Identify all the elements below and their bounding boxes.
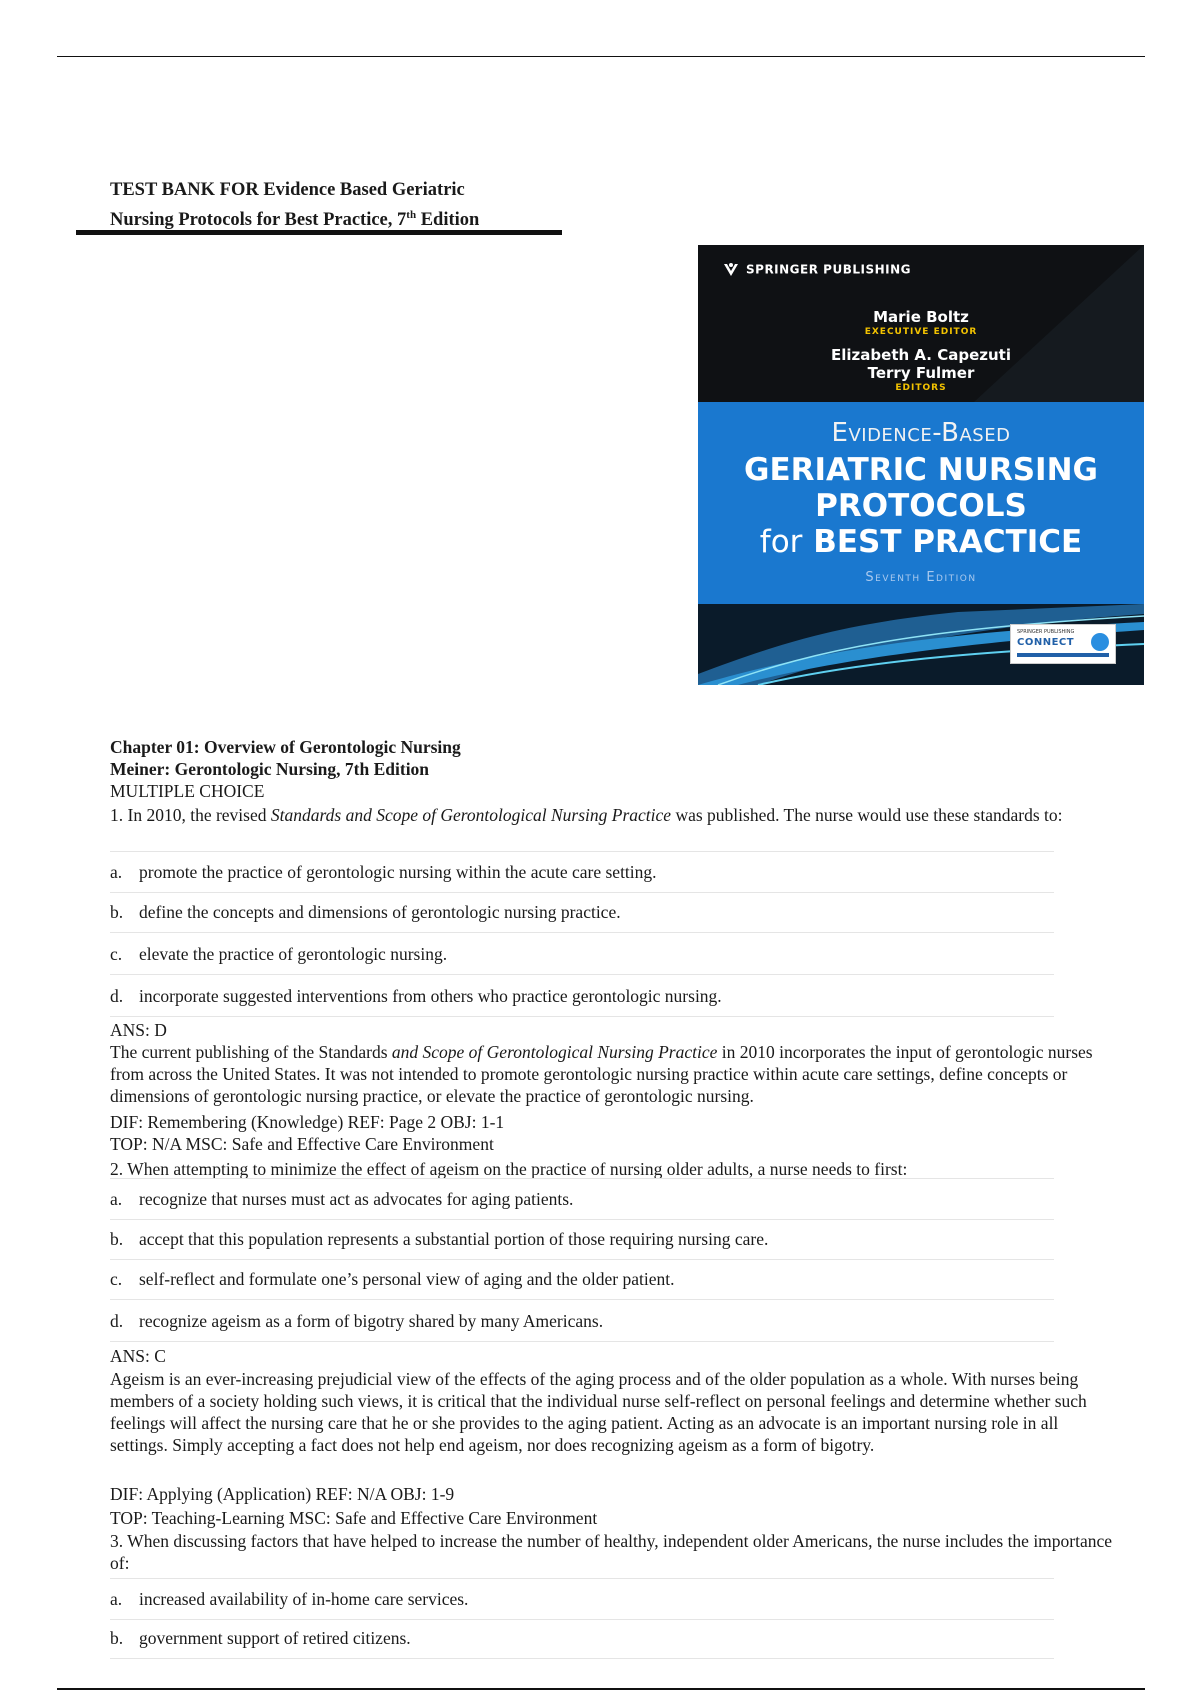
executive-editor: Marie Boltz [873,308,969,326]
option-letter: a. [110,862,123,882]
question-2-meta-dif: DIF: Applying (Application) REF: N/A OBJ: 1-9 [110,1484,455,1504]
option-text: accept that this population represents a substantial portion of those requiring nursing care. [139,1229,769,1249]
q1-rationale-italic: and Scope of Gerontological Nursing Practice [391,1042,718,1062]
document-title-line2 [110,203,570,233]
q1-stem-post: was published. The nurse would use these standards to: [671,805,1063,825]
top-rule [57,56,1145,57]
title-line2-end: Edition [416,210,480,231]
question-1-answer: ANS: D [110,1020,167,1040]
question-1-rationale [110,1041,1120,1107]
question-2-stem: 2. When attempting to minimize the effect of ageism on the practice of nursing older adults, a nurse needs to first: [110,1159,908,1179]
option-letter: a. [110,1589,123,1609]
title-superscript: th [406,209,417,221]
question-2-rationale: Ageism is an ever-increasing prejudicial view of the effects of the aging process and of the older population as a whole. With nurses being members of a society holding such views, it is critical that the individual nurse self-reflect on personal feelings and determine whether such feelings will affect the nursing care that he or she provides to the aging patient. Acting as an advocate is an important nursing role in all settings. Simply accepting a fact does not help end ageism, nor does recognizing ageism as a form of bigotry. [110,1369,1087,1455]
option-letter: b. [110,1229,124,1249]
question-1-meta-dif: DIF: Remembering (Knowledge) REF: Page 2 OBJ: 1-1 [110,1112,505,1132]
question-3-option-b[interactable] [110,1618,1054,1659]
option-letter: b. [110,902,124,922]
publisher-name [722,261,911,279]
option-letter: a. [110,1189,123,1209]
springer-logo-icon [722,261,740,279]
option-text: self-reflect and formulate one’s personal view of aging and the older patient. [139,1269,675,1289]
cover-bottom-panel [698,604,1144,685]
cover-title-line2: GERIATRIC NURSING [744,452,1098,488]
document-title [110,178,570,233]
publisher-text: SPRINGER PUBLISHING [746,262,911,277]
option-text: government support of retired citizens. [139,1628,411,1648]
book-heading: Meiner: Gerontologic Nursing, 7th Edition [110,759,430,779]
chapter-heading: Chapter 01: Overview of Gerontologic Nursing [110,737,461,757]
question-2-option-a[interactable] [110,1178,1054,1220]
q1-rationale-pre: The current publishing of the Standards [110,1042,392,1062]
cover-title-line1: Evidence-Based [831,418,1011,448]
section-heading-text: MULTIPLE CHOICE [110,781,265,801]
question-2-option-d[interactable] [110,1301,1054,1342]
question-2-option-b[interactable] [110,1219,1054,1260]
editor-fulmer: Terry Fulmer [867,364,975,382]
question-2-meta-top: TOP: Teaching-Learning MSC: Safe and Effective Care Environment [110,1508,598,1528]
question-1-option-d[interactable] [110,976,1054,1017]
option-letter: b. [110,1628,124,1648]
cover-title-for: for [759,524,803,560]
connect-badge-bar [1017,653,1109,657]
question-2-option-c[interactable] [110,1259,1054,1300]
connect-badge-caption: SPRINGER PUBLISHING [1017,629,1075,635]
question-3-stem: 3. When discussing factors that have helped to increase the number of healthy, independent older Americans, the nurse includes the importance of: [110,1531,1113,1573]
section-heading [110,780,1120,802]
connect-badge-icon [1091,633,1109,651]
q1-stem-pre: 1. In 2010, the revised [110,805,271,825]
cover-title-line3: PROTOCOLS [815,488,1027,524]
executive-editor-role: EXECUTIVE EDITOR [864,327,978,337]
option-text: recognize ageism as a form of bigotry shared by many Americans. [139,1311,604,1331]
option-letter: d. [110,986,124,1006]
cover-title-best-practice: BEST PRACTICE [813,524,1083,560]
option-text: promote the practice of gerontologic nursing within the acute care setting. [139,862,657,882]
title-line2-text: Nursing Protocols for Best Practice, 7 [110,210,407,231]
question-1-option-a[interactable] [110,851,1054,893]
question-1-option-c[interactable] [110,934,1054,975]
book-cover [698,245,1144,685]
title-underline [76,230,562,235]
question-1-stem [110,804,1120,826]
cover-title-panel [698,402,1144,604]
q1-stem-italic: Standards and Scope of Gerontological Nursing Practice [270,805,672,825]
cover-top-panel [698,245,1144,402]
q1-rationale-post: in 2010 incorporates the input of gerontologic nurses from across the United States. It was not intended to promote gerontologic nursing practice within acute care settings, define concepts or dimensions of gerontologic nursing practice, or elevate the practice of gerontologic nursing. [110,1042,1093,1106]
connect-badge [1010,624,1116,664]
connect-badge-text: CONNECT [1017,637,1075,648]
question-1-option-b[interactable] [110,892,1054,933]
option-text: elevate the practice of gerontologic nursing. [139,944,448,964]
option-text: incorporate suggested interventions from others who practice gerontologic nursing. [139,986,722,1006]
option-text: recognize that nurses must act as advocates for aging patients. [139,1189,574,1209]
editors-role: EDITORS [895,383,947,393]
option-letter: c. [110,1269,123,1289]
document-title-line1: TEST BANK FOR Evidence Based Geriatric [110,180,465,200]
option-text: define the concepts and dimensions of gerontologic nursing practice. [139,902,621,922]
question-3-option-a[interactable] [110,1578,1054,1620]
option-letter: d. [110,1311,124,1331]
bottom-rule [57,1688,1145,1690]
option-letter: c. [110,944,123,964]
cover-title-line4 [698,524,1144,560]
question-1-meta-top: TOP: N/A MSC: Safe and Effective Care Environment [110,1134,494,1154]
question-2-answer: ANS: C [110,1346,166,1366]
cover-edition: Seventh Edition [865,570,977,585]
editor-capezuti: Elizabeth A. Capezuti [831,346,1011,364]
option-text: increased availability of in-home care services. [139,1589,469,1609]
